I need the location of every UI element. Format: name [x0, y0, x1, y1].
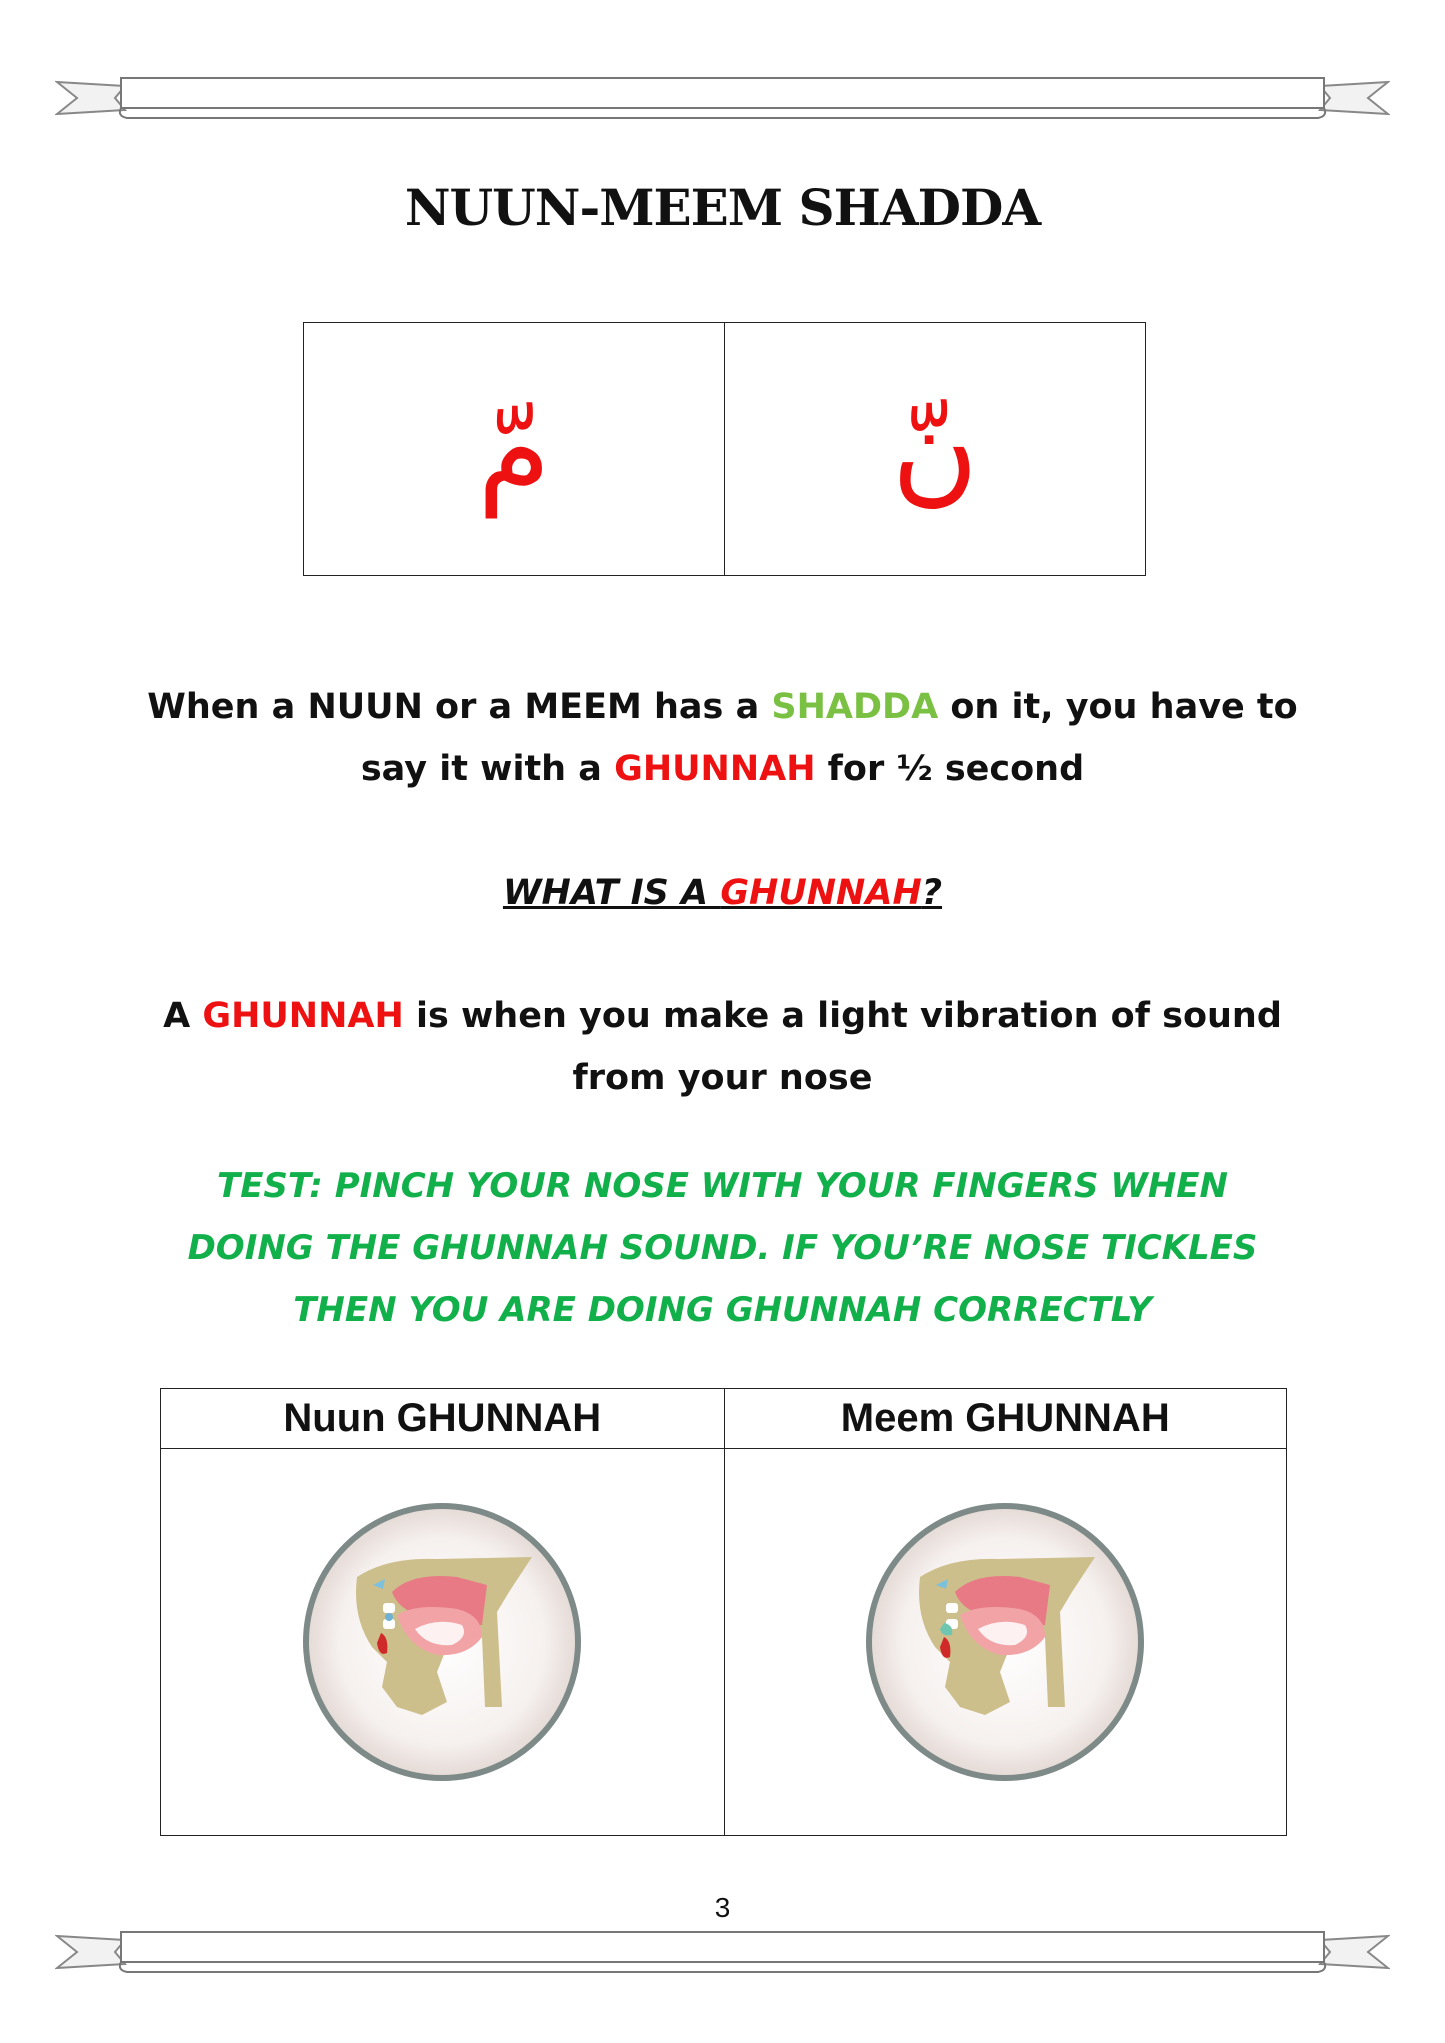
- rule-line-2: [100, 738, 1345, 800]
- test-line-3: THEN YOU ARE DOING GHUNNAH CORRECTLY: [293, 1290, 1152, 1330]
- definition-paragraph: [100, 985, 1345, 1109]
- test-paragraph: [100, 1155, 1345, 1341]
- ghunnah-table: [160, 1388, 1287, 1836]
- rule-paragraph: [100, 676, 1345, 800]
- definition-line-1: [100, 985, 1345, 1047]
- nuun-ghunnah-image-cell: [161, 1449, 724, 1835]
- bottom-scroll-banner: [55, 1922, 1390, 1982]
- rule-text: on it, you have to: [938, 687, 1298, 727]
- ghunnah-highlight: GHUNNAH: [720, 873, 922, 913]
- ghunnah-highlight: GHUNNAH: [614, 749, 816, 789]
- page-number: 3: [714, 1892, 731, 1923]
- mouth-diagram-icon: [297, 1497, 587, 1787]
- question-heading: [0, 862, 1445, 924]
- meem-shadda-letter: مّ: [477, 380, 551, 518]
- nuun-ghunnah-header: Nuun GHUNNAH: [161, 1389, 724, 1449]
- meem-ghunnah-image-cell: [724, 1449, 1287, 1835]
- question-text: WHAT IS A: [502, 873, 721, 913]
- rule-text: say it with a: [360, 749, 615, 789]
- definition-line-2: from your nose: [572, 1058, 873, 1098]
- nuun-shadda-letter: نّ: [724, 323, 1145, 575]
- test-line-1: TEST: PINCH YOUR NOSE WITH YOUR FINGERS WHEN: [217, 1166, 1228, 1206]
- test-line-2: DOING THE GHUNNAH SOUND. IF YOU’RE NOSE TICKLES: [187, 1228, 1258, 1268]
- top-scroll-banner: [55, 68, 1390, 128]
- question-mark: ?: [921, 873, 943, 913]
- letters-table: [303, 322, 1146, 576]
- mouth-diagram-icon: [860, 1497, 1150, 1787]
- definition-text: is when you make a light vibration of sound: [403, 996, 1282, 1036]
- definition-text: A: [163, 996, 203, 1036]
- rule-text: When a NUUN or a MEEM has a: [147, 687, 772, 727]
- ghunnah-highlight: GHUNNAH: [202, 996, 404, 1036]
- meem-ghunnah-header: Meem GHUNNAH: [724, 1389, 1287, 1449]
- shadda-highlight: SHADDA: [771, 687, 939, 727]
- rule-text: for ½ second: [815, 749, 1085, 789]
- rule-line-1: [100, 676, 1345, 738]
- page-title: NUUN-MEEM SHADDA: [404, 178, 1041, 237]
